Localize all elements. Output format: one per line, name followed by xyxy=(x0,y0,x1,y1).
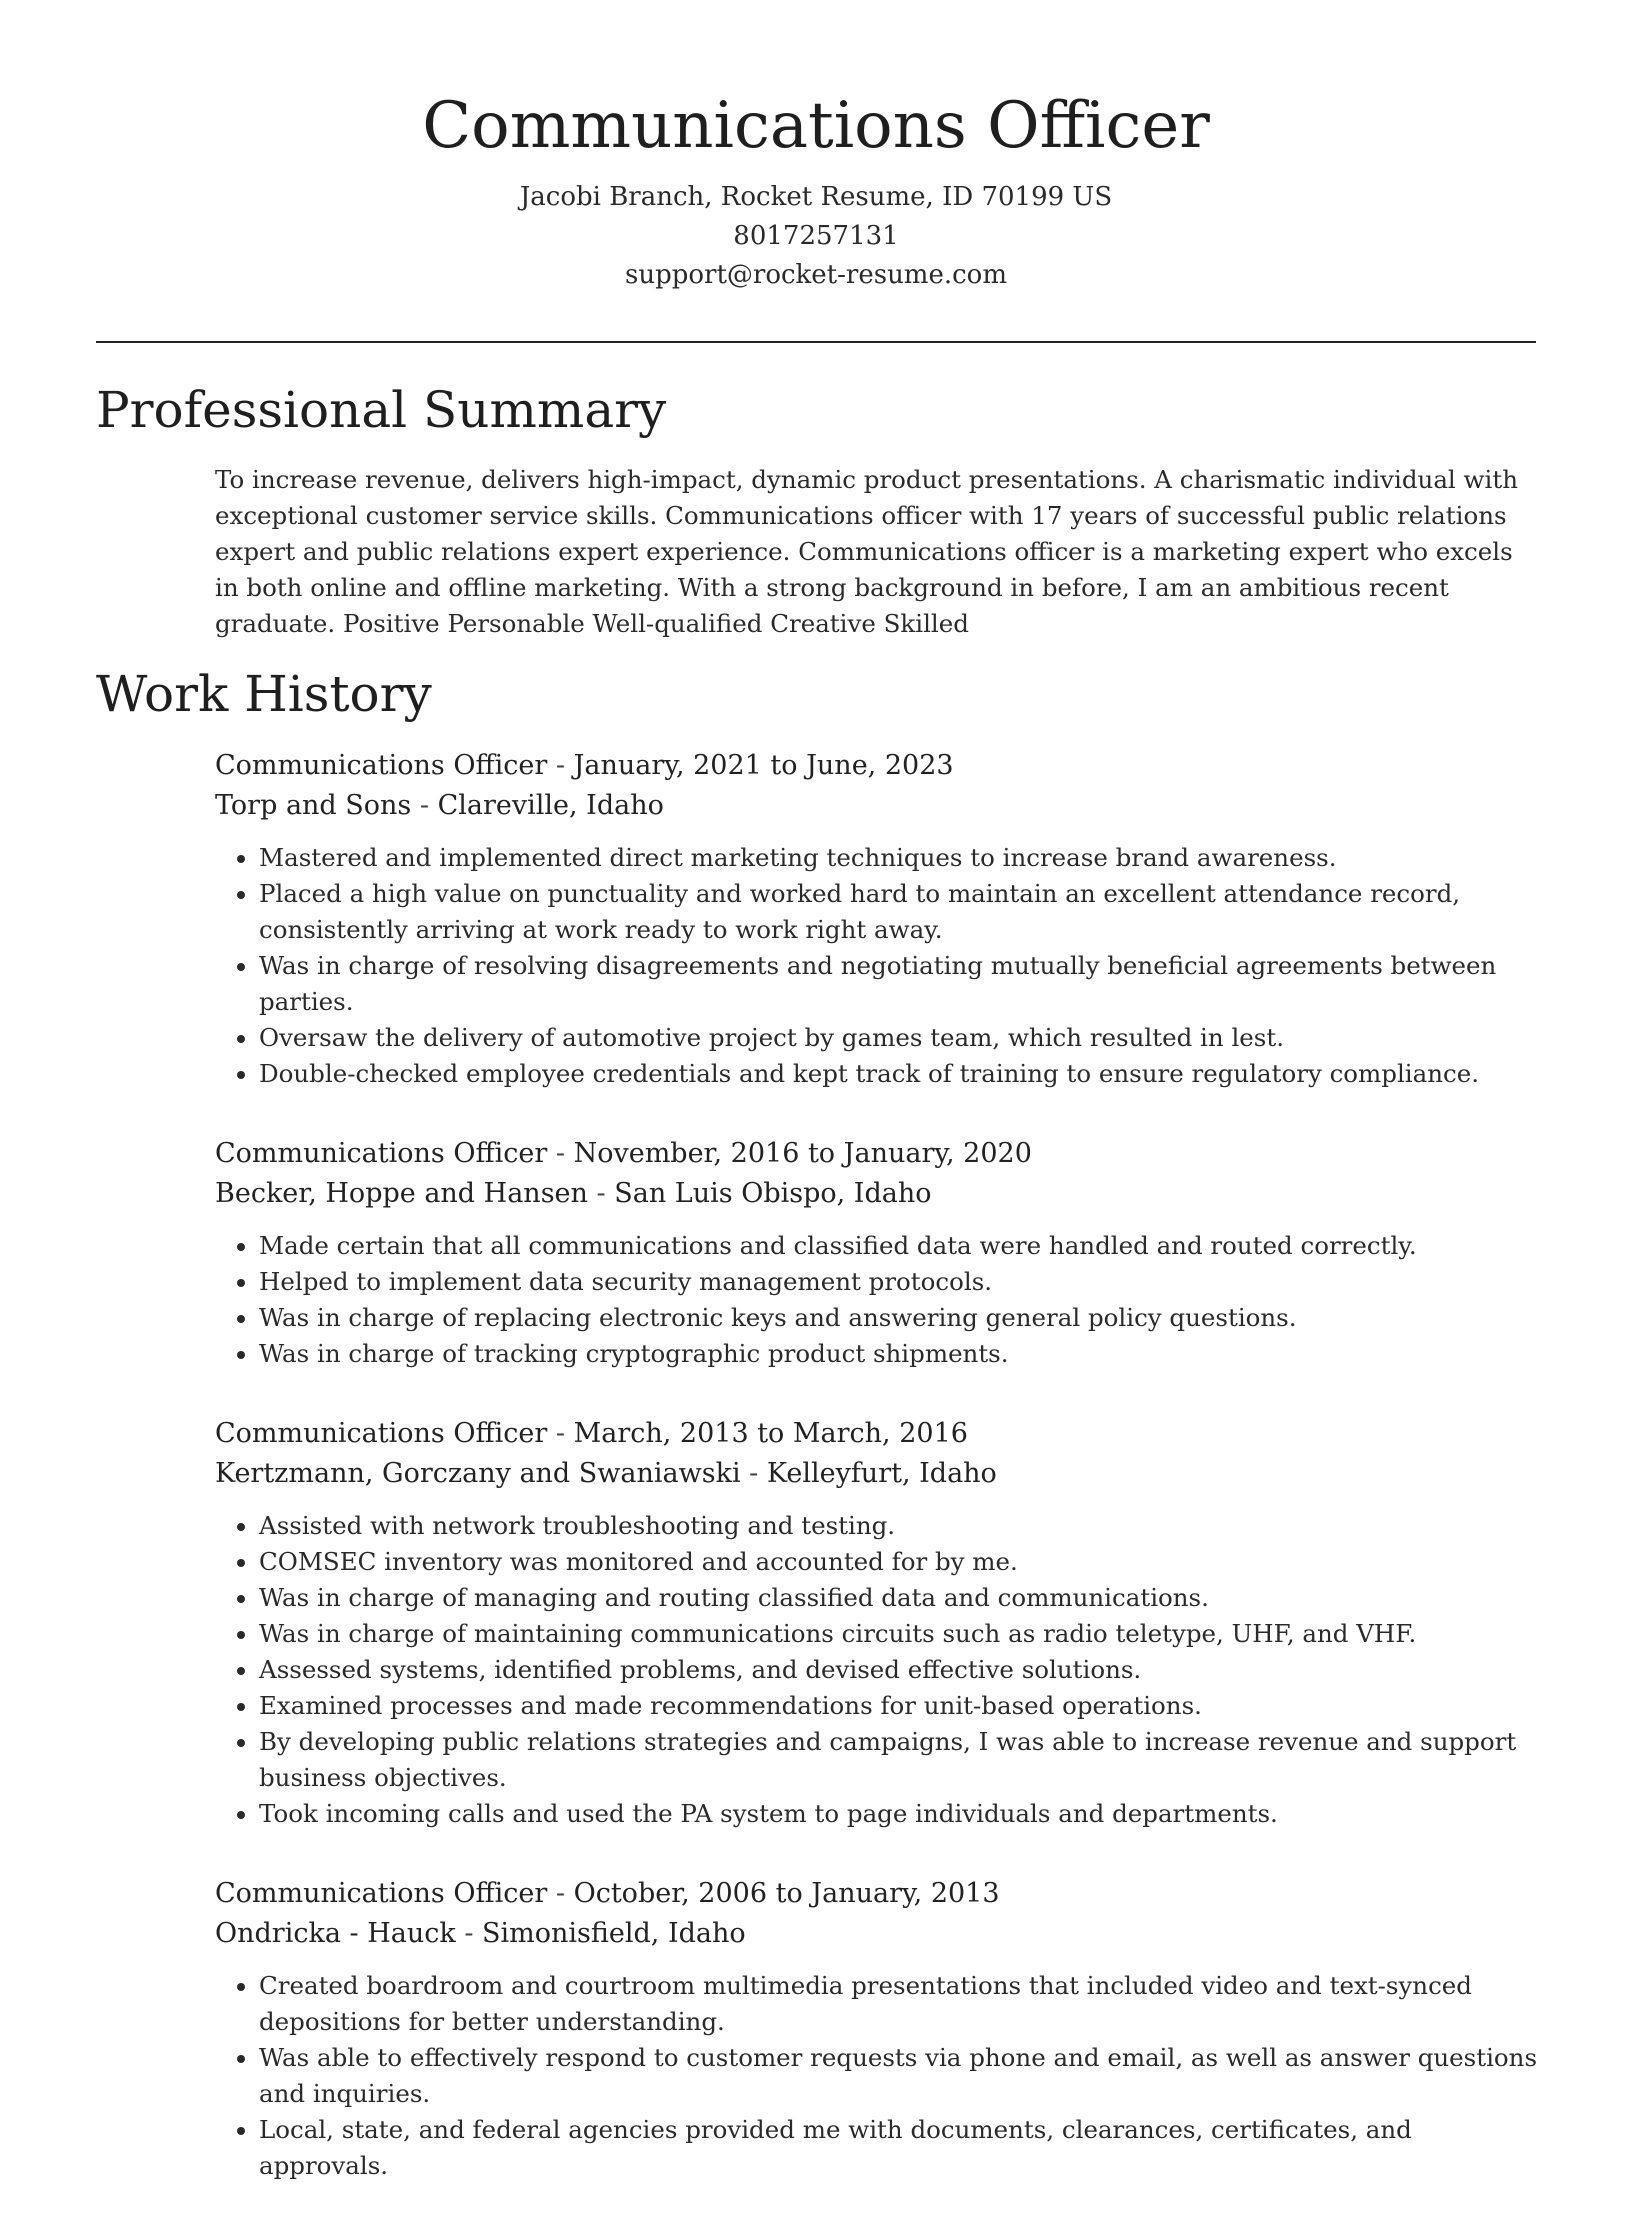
separator: - xyxy=(455,1918,483,1949)
job-location: San Luis Obispo, Idaho xyxy=(614,1178,932,1209)
separator: - xyxy=(547,1418,574,1449)
list-item: • Local, state, and federal agencies provided me with documents, clearances, certificates, and approvals. xyxy=(259,2112,1540,2184)
job-bullets xyxy=(215,1508,1540,1832)
list-item: • Was in charge of managing and routing classified data and communications. xyxy=(259,1580,1540,1616)
list-item: • Assisted with network troubleshooting and testing. xyxy=(259,1508,1540,1544)
job-bullets xyxy=(215,840,1540,1092)
list-item: • Assessed systems, identified problems, and devised effective solutions. xyxy=(259,1652,1540,1688)
job-dates: November, 2016 to January, 2020 xyxy=(573,1138,1032,1169)
work-history-list xyxy=(215,746,1540,2226)
job-role-line xyxy=(215,1874,1540,1914)
separator: - xyxy=(547,750,574,781)
job-entry xyxy=(215,1414,1540,1832)
list-item: • Was in charge of resolving disagreements and negotiating mutually beneficial agreements between parties. xyxy=(259,948,1540,1020)
summary-heading: Professional Summary xyxy=(96,381,667,439)
job-role: Communications Officer xyxy=(215,1878,548,1909)
job-location: Clareville, Idaho xyxy=(437,790,664,821)
work-history-heading: Work History xyxy=(96,665,432,723)
job-company: Kertzmann, Gorczany and Swaniawski xyxy=(215,1458,741,1489)
separator: - xyxy=(547,1878,574,1909)
job-role: Communications Officer xyxy=(215,1418,548,1449)
list-item: • Helped to implement data security management protocols. xyxy=(259,1264,1540,1300)
list-item: • Was in charge of replacing electronic keys and answering general policy questions. xyxy=(259,1300,1540,1336)
job-company: Ondricka - Hauck xyxy=(215,1918,456,1949)
contact-block xyxy=(96,178,1536,295)
job-role-line xyxy=(215,1414,1540,1454)
list-item: • Made certain that all communications and classified data were handled and routed correctly. xyxy=(259,1228,1540,1264)
job-role: Communications Officer xyxy=(215,1138,548,1169)
list-item: • Double-checked employee credentials and kept track of training to ensure regulatory compliance. xyxy=(259,1056,1540,1092)
list-item: • Examined processes and made recommendations for unit-based operations. xyxy=(259,1688,1540,1724)
list-item: • Was in charge of maintaining communications circuits such as radio teletype, UHF, and VHF. xyxy=(259,1616,1540,1652)
job-company: Torp and Sons xyxy=(215,790,412,821)
separator: - xyxy=(547,1138,574,1169)
job-entry xyxy=(215,1134,1540,1372)
list-item: • By developing public relations strategies and campaigns, I was able to increase revenue and support business objectives. xyxy=(259,1724,1540,1796)
list-item: • COMSEC inventory was monitored and accounted for by me. xyxy=(259,1544,1540,1580)
job-location: Kelleyfurt, Idaho xyxy=(766,1458,997,1489)
list-item: • Created boardroom and courtroom multimedia presentations that included video and text-synced depositions for better understanding. xyxy=(259,1968,1540,2040)
separator: - xyxy=(587,1178,615,1209)
job-bullets xyxy=(215,1968,1540,2184)
job-company-line xyxy=(215,1914,1540,1954)
list-item: • Oversaw the delivery of automotive project by games team, which resulted in lest. xyxy=(259,1020,1540,1056)
list-item: • Placed a high value on punctuality and worked hard to maintain an excellent attendance record, consistently arriving at work ready to work right away. xyxy=(259,876,1540,948)
job-company-line xyxy=(215,1174,1540,1214)
list-item: • Was able to effectively respond to customer requests via phone and email, as well as answer questions and inquiries. xyxy=(259,2040,1540,2112)
job-role: Communications Officer xyxy=(215,750,548,781)
job-role-line xyxy=(215,746,1540,786)
contact-address: Jacobi Branch, Rocket Resume, ID 70199 US xyxy=(519,182,1113,212)
list-item: • Took incoming calls and used the PA system to page individuals and departments. xyxy=(259,1796,1540,1832)
job-location: Simonisfield, Idaho xyxy=(482,1918,746,1949)
list-item: • Was in charge of tracking cryptographic product shipments. xyxy=(259,1336,1540,1372)
separator: - xyxy=(411,790,438,821)
job-bullets xyxy=(215,1228,1540,1372)
job-dates: October, 2006 to January, 2013 xyxy=(573,1878,1000,1909)
job-company: Becker, Hoppe and Hansen xyxy=(215,1178,588,1209)
page-title: Communications Officer xyxy=(422,89,1210,163)
job-entry xyxy=(215,746,1540,1092)
summary-text: To increase revenue, delivers high-impact, dynamic product presentations. A charismatic individual with exceptional customer service skills. Communications officer with 17 years of successful public relations expert and public relations expert experience. Communications officer is a marketing expert who excels in both online and offline marketing. With a strong background in before, I am an ambitious recent graduate. Positive Personable Well-qualified Creative Skilled xyxy=(215,465,1518,638)
job-dates: March, 2013 to March, 2016 xyxy=(573,1418,968,1449)
header-divider xyxy=(96,341,1536,343)
job-entry xyxy=(215,1874,1540,2184)
contact-email: support@rocket-resume.com xyxy=(624,260,1007,290)
job-company-line xyxy=(215,1454,1540,1494)
job-role-line xyxy=(215,1134,1540,1174)
job-company-line xyxy=(215,786,1540,826)
list-item: • Mastered and implemented direct marketing techniques to increase brand awareness. xyxy=(259,840,1540,876)
contact-phone: 8017257131 xyxy=(733,221,899,251)
job-dates: January, 2021 to June, 2023 xyxy=(573,750,954,781)
resume-header xyxy=(96,78,1536,295)
separator: - xyxy=(740,1458,767,1489)
